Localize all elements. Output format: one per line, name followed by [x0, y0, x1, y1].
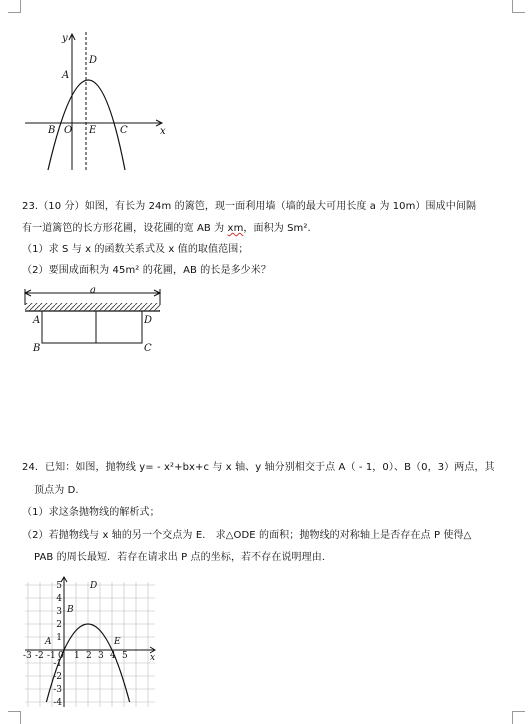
q24-part2-line2: PAB 的周长最短．若存在请求出 P 点的坐标，若不存在说明理由． [34, 552, 332, 563]
figure1-label-D: D [89, 55, 98, 66]
q24-line2: 顶点为 D. [34, 485, 79, 496]
y-tick-label: 3 [56, 607, 62, 617]
figure1-label-O: O [64, 125, 73, 136]
garden-rectangle [42, 311, 142, 343]
graph-x-tick-labels [23, 651, 155, 663]
figure1-label-x: x [160, 126, 166, 137]
figure2-label-A: A [33, 315, 41, 326]
corner-mark-bottom-left [8, 711, 21, 724]
figure1-label-C: C [120, 125, 128, 136]
figure1-label-E: E [89, 125, 97, 136]
graph-point-B-label: B [67, 605, 74, 615]
q23-line2 [22, 222, 311, 236]
q23-line2-pre: 有一道篱笆的长方形花圃，设花圃的宽 AB 为 [22, 223, 228, 234]
x-tick-label: 2 [86, 651, 92, 661]
graph-point-A-label: A [45, 637, 52, 647]
q23-line2-post: ，面积为 Sm². [243, 223, 311, 234]
parabola-sketch-figure [20, 20, 170, 180]
q23-line1: 23.（10 分）如图，有长为 24m 的篱笆，现一面利用墙（墙的最大可用长度 a 为 10m）围成中间隔 [22, 201, 477, 212]
graph-point-E-label: E [114, 637, 121, 647]
q24-part2-line1: （2）若抛物线与 x 轴的另一个交点为 E． 求△ODE 的面积；抛物线的对称轴上是否存在点 P 使得△ [22, 530, 472, 541]
x-tick-label: 5 [122, 651, 128, 661]
q24-line1: 24．已知：如图，抛物线 y= - x²+bx+c 与 x 轴、y 轴分别相交于点 A（ - 1，0）、B（0，3）两点，其 [22, 462, 495, 473]
coordinate-graph-figure [20, 572, 170, 712]
graph-point-D-label: D [90, 581, 98, 591]
wall-hatch [25, 303, 160, 311]
figure2-label-D: D [144, 315, 153, 326]
graph-y-tick-labels [53, 581, 62, 708]
figure1-label-y: y [62, 33, 68, 44]
corner-mark-top-left [8, 0, 21, 13]
q23-part1: （1）求 S 与 x 的函数关系式及 x 值的取值范围； [22, 244, 249, 255]
figure1-label-B: B [48, 125, 56, 136]
corner-mark-top-right [512, 0, 525, 13]
y-tick-label: 2 [56, 620, 62, 630]
figure1-label-A: A [62, 70, 70, 81]
x-tick-label: 1 [74, 651, 80, 661]
x-tick-label: 3 [98, 651, 104, 661]
y-tick-label: -4 [53, 698, 62, 708]
x-tick-label: -2 [35, 651, 44, 661]
x-tick-label: -1 [47, 651, 56, 661]
graph-x-axis-label: x [150, 653, 156, 663]
y-tick-label: -3 [53, 685, 62, 695]
y-tick-label: 1 [56, 633, 62, 643]
figure2-label-C: C [144, 343, 152, 354]
q23-line2-var: xm [227, 223, 244, 234]
y-tick-label: 4 [56, 594, 62, 604]
figure2-label-a: a [90, 285, 96, 296]
x-tick-label: -3 [23, 651, 32, 661]
figure2-label-B: B [33, 343, 41, 354]
y-tick-label: -1 [53, 659, 62, 669]
x-tick-label: 4 [110, 651, 116, 661]
q23-part2: （2）要围成面积为 45m² 的花圃，AB 的长是多少米？ [22, 265, 271, 276]
y-tick-label: -2 [53, 672, 62, 682]
y-tick-label: 5 [56, 581, 62, 591]
corner-mark-bottom-right [512, 711, 525, 724]
garden-fence-figure [20, 285, 170, 355]
x-tick-label: 0 [58, 651, 64, 661]
q24-part1: （1）求这条抛物线的解析式； [22, 507, 160, 518]
